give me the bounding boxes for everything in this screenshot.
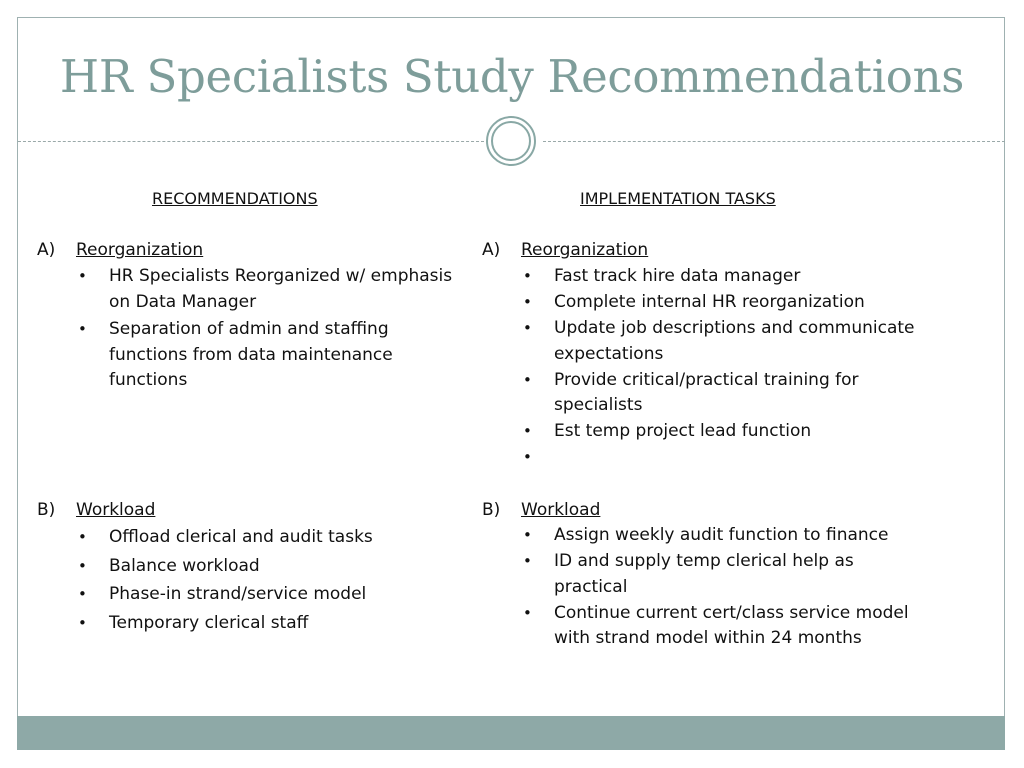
bullet-icon: • xyxy=(78,585,87,603)
list-item xyxy=(521,549,921,600)
bullet-text: Est temp project lead function xyxy=(554,421,812,441)
bullet-icon: • xyxy=(523,552,532,570)
bullet-icon: • xyxy=(523,370,532,389)
list-item xyxy=(521,601,921,652)
bullet-icon: • xyxy=(78,556,87,575)
bullet-text: Separation of admin and staffing functions from data maintenance functions xyxy=(109,319,393,390)
section-title: Workload xyxy=(521,500,601,520)
bullet-icon: • xyxy=(78,613,87,632)
section-letter: B) xyxy=(482,500,501,520)
bullet-list xyxy=(76,264,461,394)
bullet-text: ID and supply temp clerical help as practical xyxy=(554,551,854,597)
ring-ornament-icon xyxy=(486,116,536,166)
list-item xyxy=(76,554,461,580)
bullet-text: Phase-in strand/service model xyxy=(109,584,367,604)
bullet-list xyxy=(521,264,921,471)
bullet-text: Balance workload xyxy=(109,555,260,576)
bullet-icon: • xyxy=(78,320,87,338)
bullet-icon: • xyxy=(523,422,532,440)
section-title: Reorganization xyxy=(76,240,204,260)
bullet-text: Update job descriptions and communicate expectations xyxy=(554,318,915,364)
section-letter: A) xyxy=(37,240,56,260)
bullet-text: Complete internal HR reorganization xyxy=(554,292,865,312)
list-item xyxy=(76,264,461,315)
bullet-icon: • xyxy=(523,319,532,337)
section-title: Reorganization xyxy=(521,240,649,260)
title-divider-left xyxy=(18,141,484,142)
section-letter: B) xyxy=(37,500,56,520)
bullet-icon: • xyxy=(78,267,87,285)
bullet-icon: • xyxy=(523,526,532,544)
list-item xyxy=(521,419,921,445)
implementation-tasks-heading: IMPLEMENTATION TASKS xyxy=(580,189,776,208)
bullet-text: HR Specialists Reorganized w/ emphasis on Data Manager xyxy=(109,266,453,312)
bullet-text: Fast track hire data manager xyxy=(554,266,801,286)
list-item xyxy=(76,582,461,608)
bullet-text: Continue current cert/class service model with strand model within 24 months xyxy=(554,602,909,648)
bullet-list xyxy=(76,525,461,636)
bullet-text: Offload clerical and audit tasks xyxy=(109,527,373,547)
bullet-icon: • xyxy=(78,528,87,546)
list-item xyxy=(521,445,921,471)
list-item xyxy=(76,317,461,394)
section-title: Workload xyxy=(76,500,156,520)
slide-title: HR Specialists Study Recommendations xyxy=(59,50,965,103)
list-item xyxy=(521,290,921,316)
title-divider-right xyxy=(543,141,1005,142)
list-item xyxy=(521,316,921,367)
bullet-icon: • xyxy=(523,293,532,311)
section-letter: A) xyxy=(482,240,501,260)
bullet-icon: • xyxy=(523,267,532,285)
list-item xyxy=(521,264,921,290)
bullet-text: Provide critical/practical training for specialists xyxy=(554,369,859,415)
recommendations-heading: RECOMMENDATIONS xyxy=(152,189,318,208)
bullet-icon: • xyxy=(523,448,532,466)
bullet-list xyxy=(521,523,921,652)
list-item xyxy=(521,368,921,419)
footer-bar xyxy=(17,716,1005,750)
list-item xyxy=(76,611,461,637)
bullet-icon: • xyxy=(523,603,532,622)
list-item xyxy=(76,525,461,551)
list-item xyxy=(521,523,921,549)
bullet-text: Temporary clerical staff xyxy=(109,612,309,633)
bullet-text: Assign weekly audit function to finance xyxy=(554,525,889,545)
